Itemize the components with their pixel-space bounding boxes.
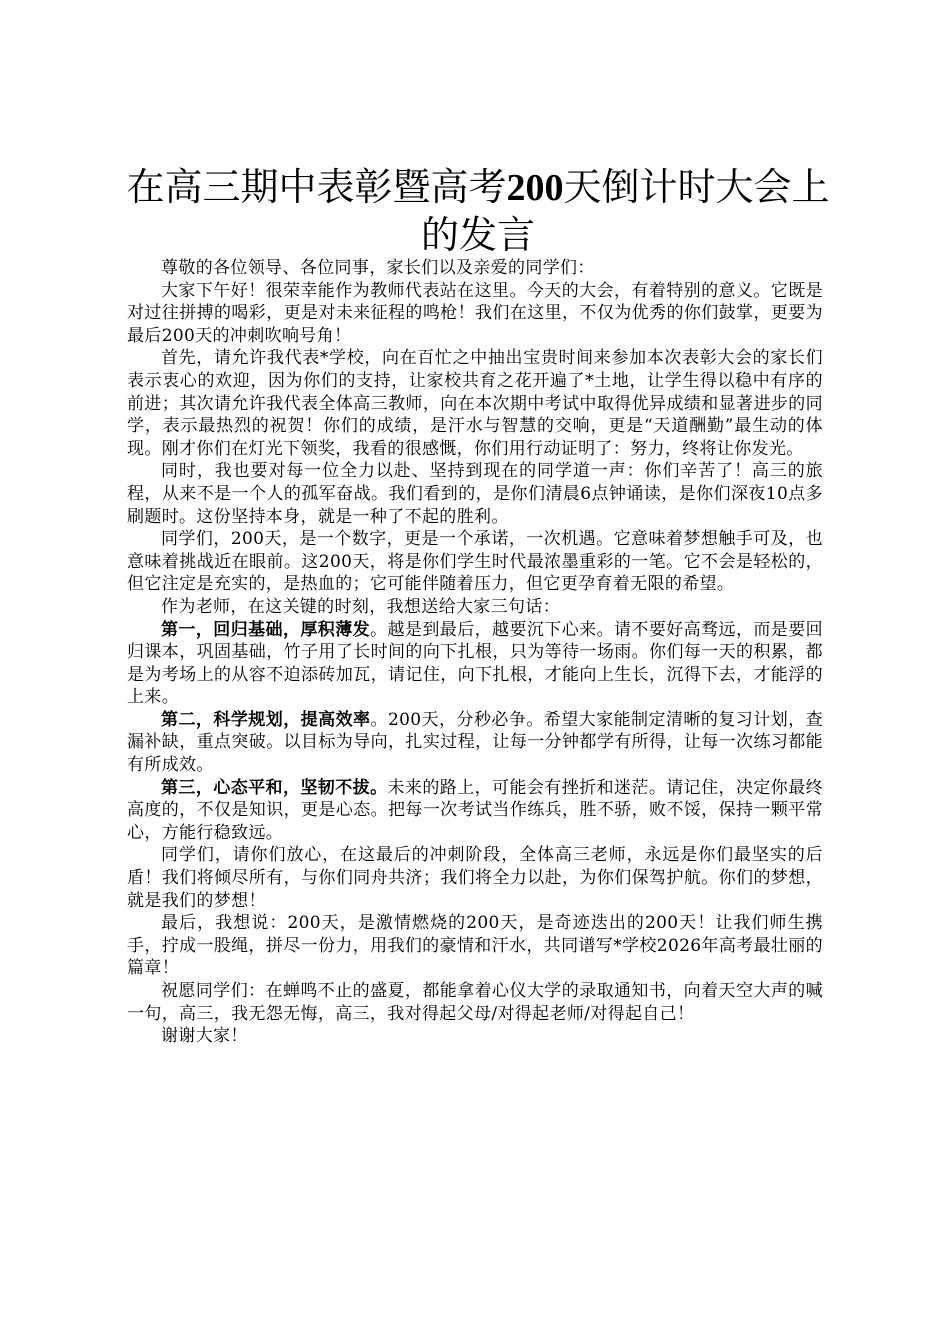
opening-paragraph: [127, 280, 823, 348]
paragraph-text: 首先，请允许我代表*学校，向在百忙之中抽出宝贵时间来参加本次表彰大会的家长们表示衷心的欢迎，因为你们的支持，让家校共育之花开遍了*土地，让学生得以稳中有序的前进；其次请允许我代表全体高三教师，向在本次期中考试中取得优异成绩和显著进步的同学，表示最热烈的祝贺！你们的成绩，是汗水与智慧的交响，更是“天道酬勤”最生动的体现。刚才你们在灯光下领奖，我看的很感慨，你们用行动证明了：努力，终将让你发光。: [127, 348, 823, 459]
paragraph-text: 最后，我想说：200天，是激情燃烧的200天，是奇迹迭出的200天！让我们师生携手，拧成一股绳，拼尽一份力，用我们的豪情和汗水，共同谱写*学校2026年高考最壮丽的篇章！: [127, 913, 823, 979]
document-title: [120, 164, 836, 259]
point-one-lead: 第一，回归基础，厚积薄发: [161, 619, 371, 640]
title-part-1: 在高三期中表彰暨高考: [126, 165, 507, 209]
thanks-paragraph: [127, 347, 823, 460]
point-three-lead: 第三，心态平和，坚韧不拔。: [161, 777, 388, 798]
paragraph-text: 大家下午好！很荣幸能作为教师代表站在这里。今天的大会，有着特别的意义。它既是对过往拼搏的喝彩，更是对未来征程的鸣枪！我们在这里，不仅为优秀的你们鼓掌，更要为最后200天的冲刺吹响号角！: [127, 280, 823, 346]
paragraph-text: 同学们，请你们放心，在这最后的冲刺阶段，全体高三老师，永远是你们最坚实的后盾！我们将倾尽所有，与你们同舟共济；我们将全力以赴，为你们保驾护航。你们的梦想，就是我们的梦想！: [127, 845, 823, 911]
closing-paragraph: [127, 912, 823, 980]
point-three-paragraph: [127, 777, 823, 845]
three-sentences-intro: [127, 596, 823, 619]
title-number: 200: [506, 167, 564, 209]
paragraph-text: 作为老师，在这关键的时刻，我想送给大家三句话：: [161, 596, 561, 617]
wishes-paragraph: [127, 980, 823, 1025]
paragraph-text: 祝愿同学们：在蝉鸣不止的盛夏，都能拿着心仪大学的录取通知书，向着天空大声的喊一句，高三，我无怨无悔，高三，我对得起父母/对得起老师/对得起自己！: [127, 981, 823, 1024]
paragraph-text: 未来的路上，可能会有挫折和迷茫。请记住，决定你最终高度的，不仅是知识，更是心态。把每一次考试当作练兵，胜不骄，败不馁，保持一颗平常心，方能行稳致远。: [127, 777, 823, 843]
point-two-paragraph: [127, 709, 823, 777]
final-thanks-paragraph: [127, 1025, 823, 1048]
paragraph-text: 同学们，200天，是一个数字，更是一个承诺，一次机遇。它意味着梦想触手可及，也意味着挑战近在眼前。这200天，将是你们学生时代最浓墨重彩的一笔。它不会是轻松的，但它注定是充实的，是热血的；它可能伴随着压力，但它更孕育着无限的希望。: [127, 529, 823, 595]
paragraph-text: 谢谢大家！: [161, 1026, 248, 1047]
countdown-paragraph: [127, 528, 823, 596]
title-part-2: 天倒计时大会上的发言: [420, 165, 830, 257]
point-one-paragraph: [127, 619, 823, 709]
paragraph-text: 尊敬的各位领导、各位同事，家长们以及亲爱的同学们：: [161, 258, 595, 278]
greeting-paragraph: [127, 257, 823, 280]
paragraph-text: 同时，我也要对每一位全力以赴、坚持到现在的同学道一声：你们辛苦了！高三的旅程，从来不是一个人的孤军奋战。我们看到的，是你们清晨6点钟诵读，是你们深夜10点多刷题时。这份坚持本身，就是一种了不起的胜利。: [127, 461, 823, 527]
paragraph-text: 。200天，分秒必争。希望大家能制定清晰的复习计划，查漏补缺，重点突破。以目标为导向，扎实过程，让每一分钟都学有所得，让每一次练习都能有所成效。: [127, 709, 823, 776]
document-body: [127, 257, 823, 1048]
support-paragraph: [127, 844, 823, 912]
encouragement-paragraph: [127, 460, 823, 528]
paragraph-text: 。越是到最后，越要沉下心来。请不要好高骛远，而是要回归课本，巩固基础，竹子用了长时间的向下扎根，只为等待一场雨。你们每一天的积累，都是为考场上的从容不迫添砖加瓦，请记住，向下扎根，才能向上生长，沉得下去，才能浮的上来。: [127, 619, 823, 708]
point-two-lead: 第二，科学规划，提高效率: [161, 709, 371, 730]
